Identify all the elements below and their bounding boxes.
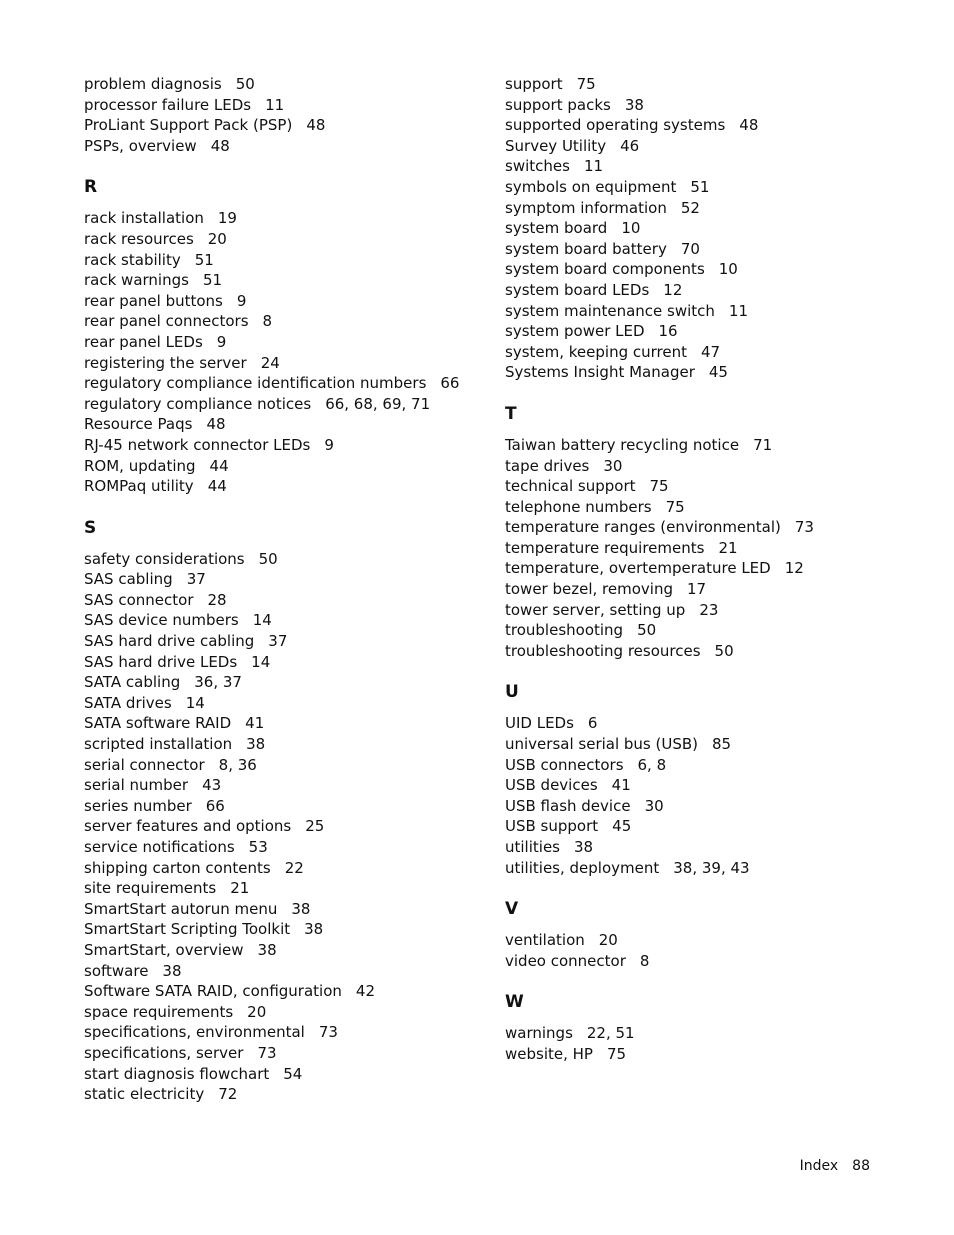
index-page-ref: 48 xyxy=(206,415,226,434)
index-term: SAS cabling xyxy=(84,570,173,589)
index-page-ref: 6 xyxy=(587,714,598,733)
index-page-ref: 52 xyxy=(680,198,700,217)
index-page-ref: 36, 37 xyxy=(194,673,242,692)
index-page-ref: 9 xyxy=(236,291,247,310)
index-page-ref: 75 xyxy=(576,75,596,93)
index-term: ventilation xyxy=(505,931,585,950)
index-entry xyxy=(505,74,905,95)
index-page-ref: 11 xyxy=(728,301,749,320)
index-page-ref: 38 xyxy=(257,940,277,959)
index-entry xyxy=(84,713,484,734)
index-entry xyxy=(505,362,905,383)
index-entry xyxy=(84,229,484,250)
index-term: system board xyxy=(505,219,608,238)
index-term: ProLiant Support Pack (PSP) xyxy=(84,116,293,135)
index-entry xyxy=(84,961,484,982)
index-page-ref: 8 xyxy=(639,951,650,970)
index-page-ref: 72 xyxy=(218,1085,238,1104)
index-term: utilities xyxy=(505,838,560,856)
index-term: problem diagnosis xyxy=(84,75,222,93)
index-page-ref: 45 xyxy=(612,817,632,836)
index-term: system power LED xyxy=(505,322,645,341)
index-term: ROMPaq utility xyxy=(84,477,194,496)
index-entry xyxy=(84,734,484,755)
index-term: serial number xyxy=(84,776,189,795)
index-entry xyxy=(505,115,905,136)
index-page-ref: 38 xyxy=(291,899,311,918)
index-column-left xyxy=(84,74,484,1105)
index-entry xyxy=(505,321,905,342)
index-entry xyxy=(84,394,484,415)
page-footer xyxy=(800,1158,870,1174)
index-entry xyxy=(505,558,905,579)
index-page-ref: 20 xyxy=(598,931,618,950)
index-page-ref: 51 xyxy=(690,177,710,196)
index-term: temperature requirements xyxy=(505,538,705,557)
index-page-ref: 44 xyxy=(209,456,229,475)
index-term: support packs xyxy=(505,95,611,114)
index-entry xyxy=(505,816,905,837)
index-term: Systems Insight Manager xyxy=(505,363,695,382)
index-entry xyxy=(505,858,905,879)
index-entry xyxy=(505,538,905,559)
index-page-ref: 23 xyxy=(699,600,719,619)
index-page-ref: 42 xyxy=(355,982,375,1001)
index-page-ref: 66, 68, 69, 71 xyxy=(325,394,431,413)
index-entry xyxy=(84,456,484,477)
index-term: rack resources xyxy=(84,229,194,248)
index-entry xyxy=(84,373,484,394)
index-term: SATA cabling xyxy=(84,673,181,692)
index-entry xyxy=(84,1022,484,1043)
index-page-ref: 73 xyxy=(318,1023,338,1042)
index-page-ref: 16 xyxy=(658,322,678,341)
index-term: system board LEDs xyxy=(505,280,650,299)
index-term: service notifications xyxy=(84,838,235,856)
index-term: support xyxy=(505,75,563,93)
index-entry xyxy=(505,497,905,518)
index-term: tape drives xyxy=(505,456,590,475)
index-entry xyxy=(505,755,905,776)
index-term: rack stability xyxy=(84,250,181,269)
index-term: static electricity xyxy=(84,1085,205,1104)
index-page-ref: 8 xyxy=(262,312,273,331)
index-entry xyxy=(84,858,484,879)
index-term: site requirements xyxy=(84,879,217,898)
index-entry xyxy=(84,414,484,435)
index-page-ref: 50 xyxy=(258,549,278,568)
index-page-ref: 20 xyxy=(207,229,227,248)
index-page-ref: 6, 8 xyxy=(637,755,667,774)
index-term: registering the server xyxy=(84,353,247,372)
index-page-ref: 14 xyxy=(251,652,271,671)
index-page-ref: 46 xyxy=(620,136,640,155)
index-page-ref: 21 xyxy=(230,879,250,898)
index-page-ref: 22 xyxy=(284,858,304,877)
index-page-ref: 21 xyxy=(718,538,738,557)
index-entry xyxy=(505,218,905,239)
index-entry xyxy=(84,95,484,116)
index-page-ref: 66 xyxy=(440,374,460,393)
index-entry xyxy=(84,549,484,570)
index-term: serial connector xyxy=(84,755,205,774)
index-term: scripted installation xyxy=(84,735,233,754)
index-column-right xyxy=(505,74,905,1065)
index-entry xyxy=(505,259,905,280)
index-entry xyxy=(84,136,484,157)
index-term: USB devices xyxy=(505,776,598,795)
index-page-ref: 70 xyxy=(680,239,700,258)
index-entry xyxy=(505,456,905,477)
index-term: server features and options xyxy=(84,817,292,836)
index-page-ref: 10 xyxy=(621,219,641,238)
index-term: troubleshooting xyxy=(505,621,624,640)
index-entry xyxy=(84,755,484,776)
index-term: temperature ranges (environmental) xyxy=(505,518,781,537)
index-entry xyxy=(505,1044,905,1065)
index-entry xyxy=(84,652,484,673)
index-term: rear panel buttons xyxy=(84,291,223,310)
index-page-ref: 50 xyxy=(637,621,657,640)
index-page-ref: 75 xyxy=(649,477,669,496)
footer-label: Index xyxy=(799,1158,839,1174)
index-entry xyxy=(505,280,905,301)
index-entry xyxy=(505,951,905,972)
index-entry xyxy=(84,311,484,332)
index-entry xyxy=(84,940,484,961)
index-entry xyxy=(505,734,905,755)
index-entry xyxy=(505,301,905,322)
index-term: USB flash device xyxy=(505,796,631,815)
index-entry xyxy=(505,136,905,157)
index-term: Survey Utility xyxy=(505,136,607,155)
index-page-ref: 24 xyxy=(260,353,280,372)
index-entry xyxy=(84,878,484,899)
index-term: SmartStart autorun menu xyxy=(84,899,278,918)
index-page-ref: 37 xyxy=(268,632,288,651)
index-page-ref: 50 xyxy=(235,75,255,93)
index-entry xyxy=(505,435,905,456)
index-entry xyxy=(84,837,484,858)
index-entry xyxy=(505,517,905,538)
index-entry xyxy=(505,796,905,817)
index-page-ref: 28 xyxy=(207,590,227,609)
index-entry xyxy=(505,342,905,363)
index-entry xyxy=(505,620,905,641)
index-entry xyxy=(84,353,484,374)
index-term: specifications, server xyxy=(84,1043,244,1062)
index-entry xyxy=(505,95,905,116)
index-term: UID LEDs xyxy=(505,714,574,733)
index-page-ref: 53 xyxy=(248,838,268,856)
section-letter-s: S xyxy=(84,517,97,538)
index-term: telephone numbers xyxy=(505,497,652,516)
index-term: rear panel connectors xyxy=(84,312,249,331)
index-entry xyxy=(84,981,484,1002)
index-term: supported operating systems xyxy=(505,116,726,135)
index-page-ref: 48 xyxy=(210,136,230,155)
section-letter-t: T xyxy=(505,403,517,424)
index-term: SmartStart Scripting Toolkit xyxy=(84,920,291,939)
index-page-ref: 50 xyxy=(714,641,734,660)
index-term: SmartStart, overview xyxy=(84,940,244,959)
index-entry xyxy=(505,239,905,260)
index-page-ref: 30 xyxy=(644,796,664,815)
index-term: USB support xyxy=(505,817,599,836)
index-page-ref: 22, 51 xyxy=(586,1024,635,1043)
index-page-ref: 71 xyxy=(753,435,773,454)
index-page-ref: 66 xyxy=(205,796,225,815)
index-entry xyxy=(84,816,484,837)
index-page-ref: 38, 39, 43 xyxy=(673,858,750,877)
index-entry xyxy=(84,74,484,95)
index-entry xyxy=(84,291,484,312)
index-page-ref: 10 xyxy=(718,260,738,279)
index-entry xyxy=(84,476,484,497)
index-entry xyxy=(505,579,905,600)
index-term: tower bezel, removing xyxy=(505,580,673,599)
index-entry xyxy=(84,115,484,136)
index-entry xyxy=(84,250,484,271)
index-entry xyxy=(505,198,905,219)
index-term: shipping carton contents xyxy=(84,858,271,877)
index-page-ref: 37 xyxy=(186,570,206,589)
index-page-ref: 9 xyxy=(216,332,227,351)
index-entry xyxy=(84,919,484,940)
index-entry xyxy=(84,435,484,456)
section-letter-w: W xyxy=(505,992,524,1013)
index-term: SAS hard drive cabling xyxy=(84,632,255,651)
index-term: tower server, setting up xyxy=(505,600,686,619)
index-term: warnings xyxy=(505,1024,573,1043)
index-page-ref: 54 xyxy=(283,1064,303,1083)
index-page-ref: 12 xyxy=(784,559,804,578)
index-entry xyxy=(84,796,484,817)
index-term: start diagnosis flowchart xyxy=(84,1064,270,1083)
index-entry xyxy=(505,600,905,621)
index-page-ref: 48 xyxy=(306,116,326,135)
section-letter-v: V xyxy=(505,899,519,920)
index-entry xyxy=(84,270,484,291)
index-entry xyxy=(84,1043,484,1064)
index-entry xyxy=(84,775,484,796)
index-term: utilities, deployment xyxy=(505,858,660,877)
index-page-ref: 41 xyxy=(611,776,631,795)
index-term: SATA drives xyxy=(84,693,172,712)
index-term: Resource Paqs xyxy=(84,415,193,434)
index-page-ref: 9 xyxy=(324,435,334,454)
index-term: temperature, overtemperature LED xyxy=(505,559,771,578)
index-term: RJ-45 network connector LEDs xyxy=(84,435,311,454)
index-entry xyxy=(84,1002,484,1023)
index-page-ref: 38 xyxy=(162,961,182,980)
index-page-ref: 41 xyxy=(245,714,265,733)
index-entry xyxy=(84,332,484,353)
index-term: safety considerations xyxy=(84,549,245,568)
index-term: USB connectors xyxy=(505,755,624,774)
index-page-ref: 25 xyxy=(305,817,325,836)
index-entry xyxy=(84,1064,484,1085)
index-term: system maintenance switch xyxy=(505,301,715,320)
index-term: Software SATA RAID, configuration xyxy=(84,982,342,1001)
index-entry xyxy=(84,631,484,652)
index-term: website, HP xyxy=(505,1044,593,1063)
index-page-ref: 51 xyxy=(202,271,223,290)
index-term: rack installation xyxy=(84,209,204,228)
index-entry xyxy=(84,899,484,920)
index-entry xyxy=(84,569,484,590)
index-entry xyxy=(84,610,484,631)
index-term: SATA software RAID xyxy=(84,714,232,733)
index-page-ref: 75 xyxy=(606,1044,627,1063)
index-term: PSPs, overview xyxy=(84,136,197,155)
index-term: universal serial bus (USB) xyxy=(505,735,699,754)
index-term: symbols on equipment xyxy=(505,177,677,196)
index-page-ref: 48 xyxy=(739,116,759,135)
index-entry xyxy=(505,641,905,662)
index-entry xyxy=(84,693,484,714)
index-term: system board battery xyxy=(505,239,667,258)
index-page-ref: 51 xyxy=(194,250,214,269)
index-page-ref: 45 xyxy=(708,363,728,382)
index-term: specifications, environmental xyxy=(84,1023,305,1042)
index-page-ref: 38 xyxy=(624,95,644,114)
index-term: Taiwan battery recycling notice xyxy=(505,435,740,454)
index-term: software xyxy=(84,961,149,980)
index-page-ref: 14 xyxy=(185,693,205,712)
index-entry xyxy=(505,476,905,497)
index-term: technical support xyxy=(505,477,636,496)
index-term: system, keeping current xyxy=(505,342,687,361)
index-page-ref: 73 xyxy=(794,518,814,537)
section-letter-r: R xyxy=(84,177,98,198)
index-page-ref: 47 xyxy=(700,342,721,361)
index-entry xyxy=(505,837,905,858)
index-entry xyxy=(84,590,484,611)
index-page-ref: 11 xyxy=(265,95,285,114)
index-term: SAS connector xyxy=(84,590,194,609)
index-term: rack warnings xyxy=(84,271,189,290)
index-term: system board components xyxy=(505,260,705,279)
index-term: troubleshooting resources xyxy=(505,641,701,660)
index-term: symptom information xyxy=(505,198,667,217)
index-entry xyxy=(505,156,905,177)
index-entry xyxy=(505,713,905,734)
index-term: rear panel LEDs xyxy=(84,332,203,351)
index-page-ref: 19 xyxy=(217,209,237,228)
index-entry xyxy=(84,672,484,693)
index-term: ROM, updating xyxy=(84,456,196,475)
index-page-ref: 38 xyxy=(304,920,324,939)
index-page-ref: 75 xyxy=(665,497,685,516)
index-page-ref: 38 xyxy=(573,838,594,856)
index-term: regulatory compliance identification numbers xyxy=(84,374,427,393)
index-page-ref: 11 xyxy=(583,157,604,176)
index-page-ref: 17 xyxy=(686,580,707,599)
index-entry xyxy=(84,1084,484,1105)
index-page-ref: 38 xyxy=(246,735,266,754)
index-term: video connector xyxy=(505,951,626,970)
section-letter-u: U xyxy=(505,682,519,703)
footer-page-number: 88 xyxy=(852,1158,870,1174)
index-page-ref: 73 xyxy=(257,1043,277,1062)
index-term: series number xyxy=(84,796,192,815)
index-term: regulatory compliance notices xyxy=(84,394,312,413)
index-entry xyxy=(505,775,905,796)
index-page-ref: 85 xyxy=(712,735,732,754)
index-term: SAS device numbers xyxy=(84,611,239,630)
index-page-ref: 12 xyxy=(663,280,683,299)
index-page-ref: 43 xyxy=(202,776,222,795)
index-entry xyxy=(505,1023,905,1044)
index-page-ref: 8, 36 xyxy=(218,755,257,774)
index-page-ref: 14 xyxy=(252,611,272,630)
index-entry xyxy=(505,177,905,198)
index-page-ref: 20 xyxy=(247,1002,267,1021)
index-page-ref: 30 xyxy=(603,456,623,475)
index-page-ref: 44 xyxy=(207,477,227,496)
index-term: SAS hard drive LEDs xyxy=(84,652,238,671)
index-entry xyxy=(84,208,484,229)
index-entry xyxy=(505,930,905,951)
index-term: space requirements xyxy=(84,1002,234,1021)
index-term: switches xyxy=(505,157,570,176)
index-term: processor failure LEDs xyxy=(84,95,252,114)
